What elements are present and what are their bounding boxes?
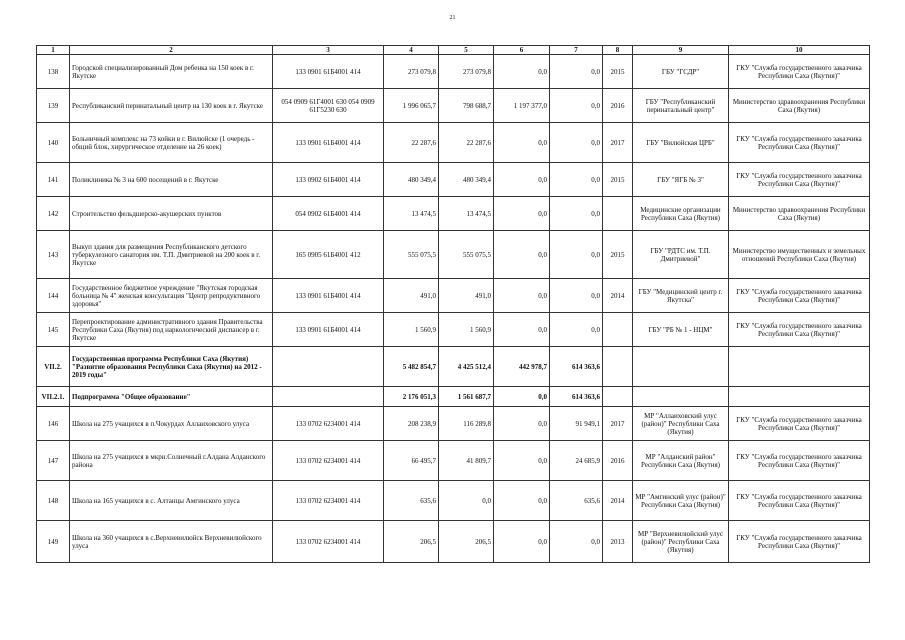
column-header: 6 bbox=[494, 46, 550, 55]
budget-code-cell: 133 0901 61Б4001 414 bbox=[273, 279, 384, 313]
recipient-cell: ГБУ "ГСДР" bbox=[633, 55, 729, 89]
recipient-cell: ГБУ "РДТС им. Т.П. Дмитриевой" bbox=[633, 231, 729, 279]
federal-budget-amount-cell: 0,0 bbox=[494, 441, 550, 481]
object-name-cell: Государственная программа Республики Саха (Якутия) "Развитие образования Республики Саха (Якутия) на 2012 - 2019 годы" bbox=[70, 347, 273, 387]
customer-cell: ГКУ "Служба государственного заказчика Республики Саха (Якутия)" bbox=[729, 521, 870, 563]
budget-table bbox=[36, 45, 870, 563]
customer-cell: ГКУ "Служба государственного заказчика Республики Саха (Якутия)" bbox=[729, 123, 870, 163]
federal-budget-amount-cell: 0,0 bbox=[494, 231, 550, 279]
table-row bbox=[37, 441, 870, 481]
object-name-cell: Городской специализированный Дом ребенка на 150 коек в г. Якутске bbox=[70, 55, 273, 89]
header-row bbox=[37, 46, 870, 55]
federal-budget-amount-cell: 0,0 bbox=[494, 387, 550, 407]
total-amount-cell: 555 075,5 bbox=[384, 231, 439, 279]
customer-cell bbox=[729, 347, 870, 387]
budget-code-cell: 165 0905 61Б4001 412 bbox=[273, 231, 384, 279]
column-header: 2 bbox=[70, 46, 273, 55]
recipient-cell: ГБУ "Республиканский перинатальный центр" bbox=[633, 89, 729, 123]
local-budget-amount-cell: 91 949,1 bbox=[550, 407, 603, 441]
recipient-cell: МР "Амгинский улус (район)" Республики Саха (Якутия) bbox=[633, 481, 729, 521]
column-header: 5 bbox=[439, 46, 494, 55]
republic-budget-amount-cell: 13 474,5 bbox=[439, 197, 494, 231]
completion-year-cell: 2015 bbox=[603, 55, 633, 89]
object-name-cell: Строительство фельдшерско-акушерских пунктов bbox=[70, 197, 273, 231]
object-name-cell: Школа на 360 учащихся в с.Верхневилюйск Верхневилюйского улуса bbox=[70, 521, 273, 563]
recipient-cell bbox=[633, 387, 729, 407]
total-amount-cell: 635,6 bbox=[384, 481, 439, 521]
column-header: 1 bbox=[37, 46, 70, 55]
customer-cell: ГКУ "Служба государственного заказчика Республики Саха (Якутия)" bbox=[729, 55, 870, 89]
object-name-cell: Государственное бюджетное учреждение "Якутская городская больница № 4" женская консультация "Центр репродуктивного здоровья" bbox=[70, 279, 273, 313]
column-header: 8 bbox=[603, 46, 633, 55]
row-number-cell: 147 bbox=[37, 441, 70, 481]
local-budget-amount-cell: 0,0 bbox=[550, 279, 603, 313]
customer-cell: Министерство здравоохранения Республики Саха (Якутия) bbox=[729, 197, 870, 231]
recipient-cell: Медицинские организации Республики Саха (Якутия) bbox=[633, 197, 729, 231]
total-amount-cell: 491,0 bbox=[384, 279, 439, 313]
page-number: 21 bbox=[449, 15, 456, 21]
completion-year-cell: 2016 bbox=[603, 441, 633, 481]
customer-cell: ГКУ "Служба государственного заказчика Республики Саха (Якутия)" bbox=[729, 313, 870, 347]
recipient-cell: МР "Алданский район" Республики Саха (Якутия) bbox=[633, 441, 729, 481]
total-amount-cell: 1 996 065,7 bbox=[384, 89, 439, 123]
recipient-cell bbox=[633, 347, 729, 387]
budget-code-cell bbox=[273, 347, 384, 387]
row-number-cell: 139 bbox=[37, 89, 70, 123]
completion-year-cell bbox=[603, 387, 633, 407]
completion-year-cell bbox=[603, 347, 633, 387]
local-budget-amount-cell: 635,6 bbox=[550, 481, 603, 521]
completion-year-cell: 2016 bbox=[603, 89, 633, 123]
completion-year-cell bbox=[603, 197, 633, 231]
total-amount-cell: 208 238,9 bbox=[384, 407, 439, 441]
republic-budget-amount-cell: 1 560,9 bbox=[439, 313, 494, 347]
row-number-cell: 146 bbox=[37, 407, 70, 441]
row-number-cell: 145 bbox=[37, 313, 70, 347]
local-budget-amount-cell: 0,0 bbox=[550, 123, 603, 163]
local-budget-amount-cell: 0,0 bbox=[550, 89, 603, 123]
completion-year-cell: 2017 bbox=[603, 407, 633, 441]
recipient-cell: ГБУ "ЯГБ № 3" bbox=[633, 163, 729, 197]
customer-cell: Министерство имущественных и земельных отношений Республики Саха (Якутия) bbox=[729, 231, 870, 279]
budget-code-cell: 133 0901 61Б4001 414 bbox=[273, 123, 384, 163]
table-row bbox=[37, 521, 870, 563]
row-number-cell: 148 bbox=[37, 481, 70, 521]
completion-year-cell: 2014 bbox=[603, 279, 633, 313]
federal-budget-amount-cell: 0,0 bbox=[494, 123, 550, 163]
column-header: 4 bbox=[384, 46, 439, 55]
total-amount-cell: 480 349,4 bbox=[384, 163, 439, 197]
customer-cell: ГКУ "Служба государственного заказчика Республики Саха (Якутия)" bbox=[729, 441, 870, 481]
local-budget-amount-cell: 24 685,9 bbox=[550, 441, 603, 481]
row-number-cell: VII.2.1. bbox=[37, 387, 70, 407]
completion-year-cell: 2015 bbox=[603, 231, 633, 279]
table-row bbox=[37, 279, 870, 313]
table-row bbox=[37, 481, 870, 521]
customer-cell: ГКУ "Служба государственного заказчика Республики Саха (Якутия)" bbox=[729, 279, 870, 313]
object-name-cell: Поликлиника № 3 на 600 посещений в г. Якутске bbox=[70, 163, 273, 197]
republic-budget-amount-cell: 22 287,6 bbox=[439, 123, 494, 163]
total-amount-cell: 1 560,9 bbox=[384, 313, 439, 347]
table-row bbox=[37, 89, 870, 123]
federal-budget-amount-cell: 0,0 bbox=[494, 521, 550, 563]
budget-code-cell: 133 0702 6234001 414 bbox=[273, 407, 384, 441]
budget-code-cell: 133 0902 61Б4001 414 bbox=[273, 163, 384, 197]
federal-budget-amount-cell: 442 978,7 bbox=[494, 347, 550, 387]
republic-budget-amount-cell: 480 349,4 bbox=[439, 163, 494, 197]
customer-cell: Министерство здравоохранения Республики Саха (Якутия) bbox=[729, 89, 870, 123]
row-number-cell: 143 bbox=[37, 231, 70, 279]
federal-budget-amount-cell: 0,0 bbox=[494, 55, 550, 89]
table-row bbox=[37, 387, 870, 407]
local-budget-amount-cell: 0,0 bbox=[550, 231, 603, 279]
budget-code-cell bbox=[273, 387, 384, 407]
row-number-cell: 140 bbox=[37, 123, 70, 163]
federal-budget-amount-cell: 0,0 bbox=[494, 481, 550, 521]
local-budget-amount-cell: 0,0 bbox=[550, 521, 603, 563]
column-header: 10 bbox=[729, 46, 870, 55]
recipient-cell: МР "Верхневилюйский улус (район)" Республики Саха (Якутия) bbox=[633, 521, 729, 563]
federal-budget-amount-cell: 0,0 bbox=[494, 313, 550, 347]
republic-budget-amount-cell: 1 561 687,7 bbox=[439, 387, 494, 407]
column-header: 7 bbox=[550, 46, 603, 55]
table-row bbox=[37, 163, 870, 197]
republic-budget-amount-cell: 116 289,8 bbox=[439, 407, 494, 441]
customer-cell: ГКУ "Служба государственного заказчика Республики Саха (Якутия)" bbox=[729, 163, 870, 197]
republic-budget-amount-cell: 206,5 bbox=[439, 521, 494, 563]
completion-year-cell: 2017 bbox=[603, 123, 633, 163]
table-row bbox=[37, 347, 870, 387]
object-name-cell: Больничный комплекс на 73 койки в г. Вилюйске (1 очередь - общий блок, хирургическое отделение на 26 коек) bbox=[70, 123, 273, 163]
local-budget-amount-cell: 0,0 bbox=[550, 197, 603, 231]
object-name-cell: Перепроектирование административного здания Правительства Республики Саха (Якутия) под наркологический диспансер в г. Якутске bbox=[70, 313, 273, 347]
federal-budget-amount-cell: 0,0 bbox=[494, 163, 550, 197]
table-row bbox=[37, 197, 870, 231]
object-name-cell: Школа на 275 учащихся в мкрн.Солнечный г.Алдана Алданского района bbox=[70, 441, 273, 481]
federal-budget-amount-cell: 1 197 377,0 bbox=[494, 89, 550, 123]
local-budget-amount-cell: 614 363,6 bbox=[550, 347, 603, 387]
row-number-cell: 141 bbox=[37, 163, 70, 197]
object-name-cell: Подпрограмма "Общее образование" bbox=[70, 387, 273, 407]
total-amount-cell: 273 079,8 bbox=[384, 55, 439, 89]
completion-year-cell: 2015 bbox=[603, 163, 633, 197]
row-number-cell: 144 bbox=[37, 279, 70, 313]
recipient-cell: ГБУ "Медицинский центр г. Якутска" bbox=[633, 279, 729, 313]
republic-budget-amount-cell: 491,0 bbox=[439, 279, 494, 313]
row-number-cell: 142 bbox=[37, 197, 70, 231]
budget-code-cell: 054 0902 61Б4001 414 bbox=[273, 197, 384, 231]
object-name-cell: Школа на 275 учащихся в п.Чокурдах Аллаиховского улуса bbox=[70, 407, 273, 441]
row-number-cell: VII.2. bbox=[37, 347, 70, 387]
local-budget-amount-cell: 0,0 bbox=[550, 55, 603, 89]
column-header: 9 bbox=[633, 46, 729, 55]
table-row bbox=[37, 55, 870, 89]
federal-budget-amount-cell: 0,0 bbox=[494, 279, 550, 313]
republic-budget-amount-cell: 41 809,7 bbox=[439, 441, 494, 481]
republic-budget-amount-cell: 0,0 bbox=[439, 481, 494, 521]
republic-budget-amount-cell: 273 079,8 bbox=[439, 55, 494, 89]
completion-year-cell: 2014 bbox=[603, 481, 633, 521]
local-budget-amount-cell: 0,0 bbox=[550, 313, 603, 347]
table-row bbox=[37, 231, 870, 279]
completion-year-cell: 2013 bbox=[603, 521, 633, 563]
table-row bbox=[37, 407, 870, 441]
total-amount-cell: 66 495,7 bbox=[384, 441, 439, 481]
republic-budget-amount-cell: 555 075,5 bbox=[439, 231, 494, 279]
total-amount-cell: 22 287,6 bbox=[384, 123, 439, 163]
total-amount-cell: 206,5 bbox=[384, 521, 439, 563]
local-budget-amount-cell: 0,0 bbox=[550, 163, 603, 197]
object-name-cell: Выкуп здания для размещения Республиканского детского туберкулезного санатория им. Т.П. Дмитриевой на 200 коек в г. Якутске bbox=[70, 231, 273, 279]
table-row bbox=[37, 123, 870, 163]
federal-budget-amount-cell: 0,0 bbox=[494, 407, 550, 441]
customer-cell bbox=[729, 387, 870, 407]
budget-code-cell: 054 0909 61Г4001 630 054 0909 61Г5230 630 bbox=[273, 89, 384, 123]
total-amount-cell: 5 482 854,7 bbox=[384, 347, 439, 387]
column-header: 3 bbox=[273, 46, 384, 55]
total-amount-cell: 2 176 051,3 bbox=[384, 387, 439, 407]
object-name-cell: Школа на 165 учащихся в с. Алтанцы Амгинского улуса bbox=[70, 481, 273, 521]
recipient-cell: МР "Аллаиховский улус (район)" Республики Саха (Якутия) bbox=[633, 407, 729, 441]
customer-cell: ГКУ "Служба государственного заказчика Республики Саха (Якутия)" bbox=[729, 481, 870, 521]
local-budget-amount-cell: 614 363,6 bbox=[550, 387, 603, 407]
budget-code-cell: 133 0702 6234001 414 bbox=[273, 521, 384, 563]
budget-code-cell: 133 0702 6234001 414 bbox=[273, 441, 384, 481]
republic-budget-amount-cell: 798 688,7 bbox=[439, 89, 494, 123]
recipient-cell: ГБУ "Вилюйская ЦРБ" bbox=[633, 123, 729, 163]
republic-budget-amount-cell: 4 425 512,4 bbox=[439, 347, 494, 387]
row-number-cell: 149 bbox=[37, 521, 70, 563]
total-amount-cell: 13 474,5 bbox=[384, 197, 439, 231]
customer-cell: ГКУ "Служба государственного заказчика Республики Саха (Якутия)" bbox=[729, 407, 870, 441]
budget-code-cell: 133 0901 61Б4001 414 bbox=[273, 313, 384, 347]
table-row bbox=[37, 313, 870, 347]
object-name-cell: Республиканский перинатальный центр на 130 коек в г. Якутске bbox=[70, 89, 273, 123]
budget-code-cell: 133 0702 6234001 414 bbox=[273, 481, 384, 521]
completion-year-cell bbox=[603, 313, 633, 347]
recipient-cell: ГБУ "РБ № 1 - НЦМ" bbox=[633, 313, 729, 347]
budget-code-cell: 133 0901 61Б4001 414 bbox=[273, 55, 384, 89]
federal-budget-amount-cell: 0,0 bbox=[494, 197, 550, 231]
row-number-cell: 138 bbox=[37, 55, 70, 89]
